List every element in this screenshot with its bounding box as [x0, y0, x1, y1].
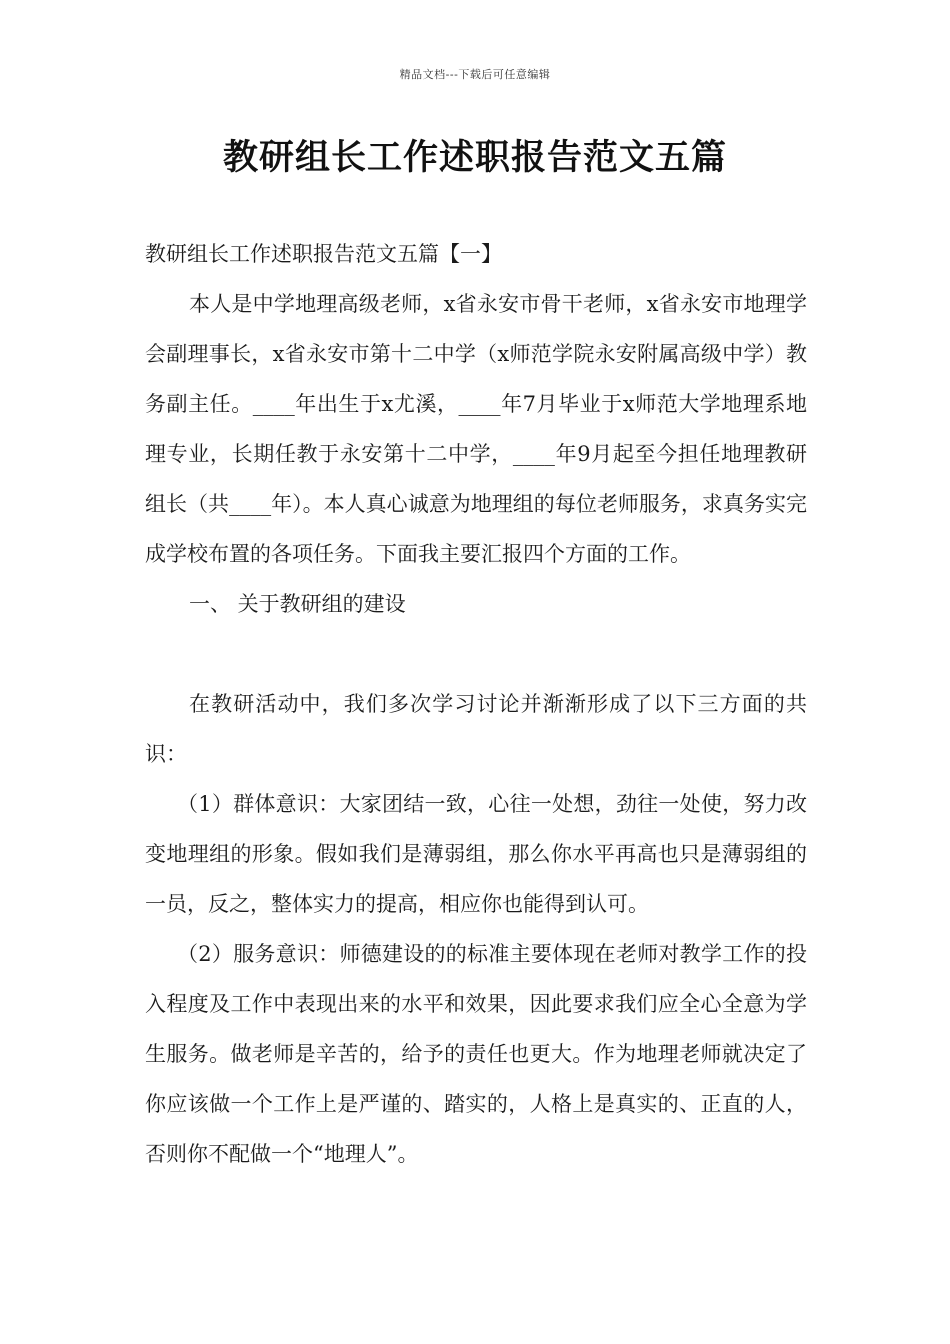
- paragraph-consensus: 在教研活动中，我们多次学习讨论并渐渐形成了以下三方面的共识：: [145, 692, 807, 766]
- paragraph-service-awareness: （2）服务意识：师德建设的的标准主要体现在老师对教学工作的投入程度及工作中表现出来的水平和效果，因此要求我们应全心全意为学生服务。做老师是辛苦的，给予的责任也更大。作为地理老师就决定了你应该做一个工作上是严谨的、踏实的，人格上是真实的、正直的人，否则你不配做一个“地理人”。: [145, 942, 807, 1166]
- document-body: [145, 229, 807, 1179]
- header-note: 精品文档---下载后可任意编辑: [399, 68, 551, 81]
- section-heading: 一、 关于教研组的建设: [189, 592, 406, 616]
- document-title: 教研组长工作述职报告范文五篇: [222, 137, 727, 178]
- spacer: [145, 629, 807, 679]
- paragraph-intro: 本人是中学地理高级老师，x省永安市骨干老师，x省永安市地理学会副理事长，x省永安市第十二中学（x师范学院永安附属高级中学）教务副主任。____年出生于x尤溪，____年7月毕业于x师范大学地理系地理专业，长期任教于永安第十二中学，____年9月起至今担任地理教研组长（共____年）。本人真心诚意为地理组的每位老师服务，求真务实完成学校布置的各项任务。下面我主要汇报四个方面的工作。: [145, 292, 807, 566]
- document-subtitle: 教研组长工作述职报告范文五篇【一】: [145, 242, 502, 266]
- paragraph-group-awareness: （1）群体意识：大家团结一致，心往一处想，劲往一处使，努力改变地理组的形象。假如我们是薄弱组，那么你水平再高也只是薄弱组的一员，反之，整体实力的提高，相应你也能得到认可。: [145, 792, 807, 916]
